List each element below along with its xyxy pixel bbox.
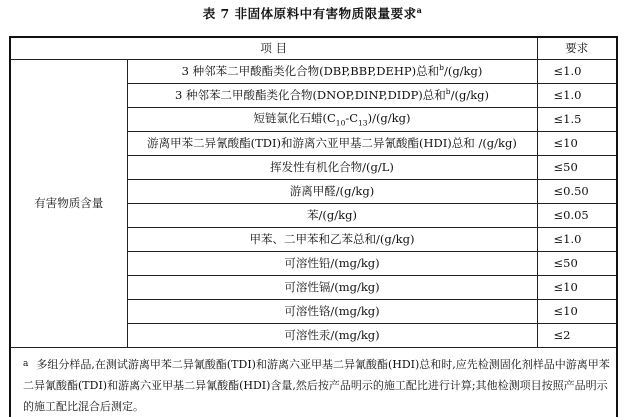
- category-cell: 有害物质含量: [10, 59, 127, 347]
- footnote-text: 多组分样品,在测试游离甲苯二异氰酸酯(TDI)和游离六亚甲基二异氰酸酯(HDI)总和时,应先检测固化剂样品中游离甲苯二异氰酸酯(TDI)和游离六亚甲基二异氰酸酯(HDI)含量,然后按产品明示的施工配比进行计算;其他检测项目按照产品明示的施工配比混合后测定。: [23, 357, 610, 413]
- item-cell: 3 种邻苯二甲酸酯类化合物(DBP,BBP,DEHP)总和$^b$/(g/kg): [127, 59, 537, 83]
- limit-cell: ≤2: [537, 323, 617, 347]
- item-cell: 游离甲醛/(g/kg): [127, 179, 537, 203]
- limit-cell: ≤10: [537, 275, 617, 299]
- limit-cell: ≤1.5: [537, 107, 617, 131]
- item-cell: 可溶性铅/(mg/kg): [127, 251, 537, 275]
- item-cell: 甲苯、二甲苯和乙苯总和/(g/kg): [127, 227, 537, 251]
- footnote-row: [10, 347, 617, 417]
- limit-cell: ≤50: [537, 251, 617, 275]
- item-cell: 挥发性有机化合物/(g/L): [127, 155, 537, 179]
- item-cell: 苯/(g/kg): [127, 203, 537, 227]
- limit-cell: ≤1.0: [537, 83, 617, 107]
- item-cell: 可溶性汞/(mg/kg): [127, 323, 537, 347]
- caption-text: 表 7 非固体原料中有害物质限量要求: [202, 6, 417, 21]
- item-cell: 可溶性镉/(mg/kg): [127, 275, 537, 299]
- table-row: [10, 59, 617, 83]
- item-cell: 可溶性铬/(mg/kg): [127, 299, 537, 323]
- limit-cell: ≤0.05: [537, 203, 617, 227]
- limit-cell: ≤0.50: [537, 179, 617, 203]
- limit-cell: ≤1.0: [537, 227, 617, 251]
- limit-cell: ≤1.0: [537, 59, 617, 83]
- limit-cell: ≤50: [537, 155, 617, 179]
- limit-cell: ≤10: [537, 299, 617, 323]
- caption-footnote-mark: a: [416, 4, 423, 15]
- footnote-mark: a: [23, 358, 29, 369]
- header-item: 项 目: [10, 37, 537, 59]
- footnote-cell: [10, 347, 617, 417]
- item-cell: 3 种邻苯二甲酸酯类化合物(DNOP,DINP,DIDP)总和$^b$/(g/kg): [127, 83, 537, 107]
- item-cell: 短链氯化石蜡$(C_{10}-C_{13})/(g/kg)$: [127, 107, 537, 131]
- table-caption: [0, 4, 625, 22]
- item-cell: 游离甲苯二异氰酸酯(TDI)和游离六亚甲基二异氰酸酯(HDI)总和 /(g/kg): [127, 131, 537, 155]
- header-requirement: 要求: [537, 37, 617, 59]
- table-header-row: [10, 37, 617, 59]
- limits-table: [9, 36, 618, 417]
- limit-cell: ≤10: [537, 131, 617, 155]
